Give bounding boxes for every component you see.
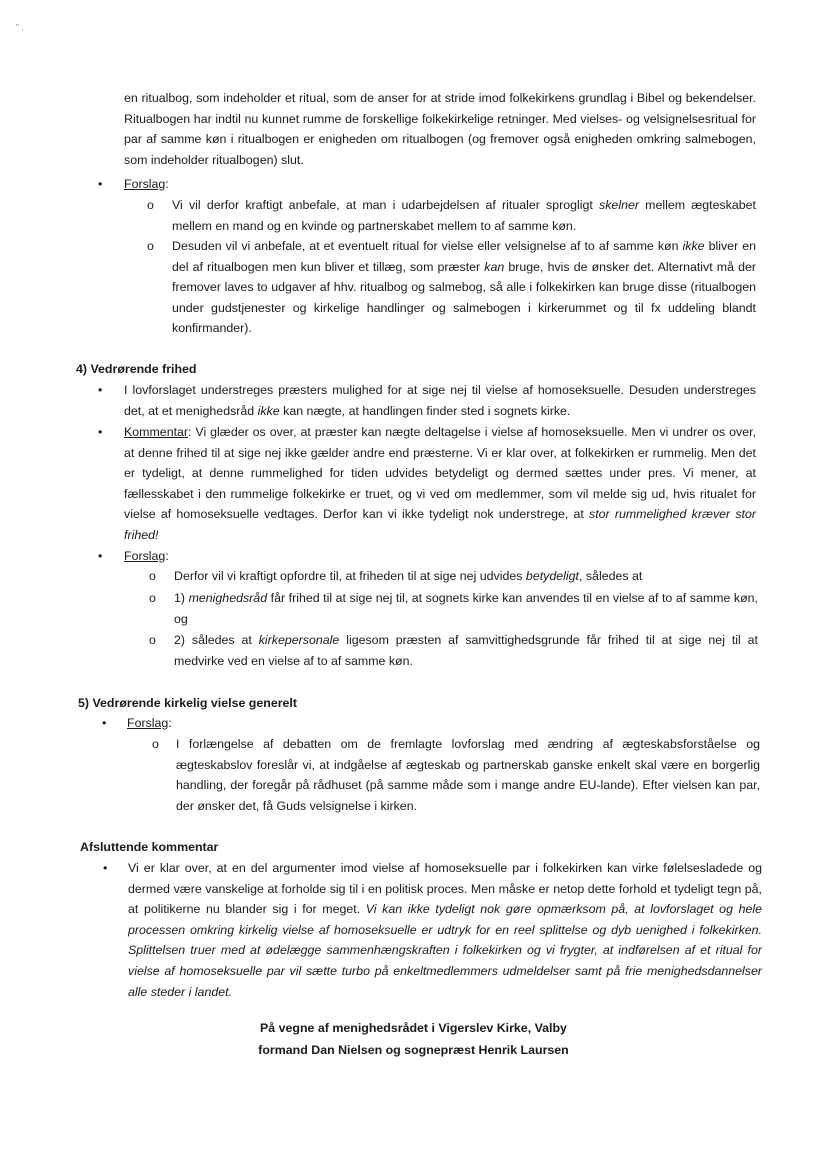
text: får frihed til at sige nej til, at sognets kirke kan anvendes til en vielse af to af samme køn, og xyxy=(174,591,758,626)
text: bliver en del af ritualbogen men kun bliver et tillæg, som præster xyxy=(172,239,756,274)
circle-bullet-icon: o xyxy=(152,737,159,751)
section3-item-1 xyxy=(172,195,756,236)
bullet-icon: • xyxy=(98,425,103,439)
text: kan nægte, at handlingen finder sted i sognets kirke. xyxy=(279,403,571,418)
section4-sub-3 xyxy=(174,630,758,671)
closing-paragraph xyxy=(128,858,762,1002)
text-italic: ikke xyxy=(257,403,280,418)
section4-sub-1 xyxy=(174,566,758,587)
circle-bullet-icon: o xyxy=(149,569,156,583)
colon: : xyxy=(168,716,172,730)
bullet-icon: • xyxy=(98,383,103,397)
text: Derfor vil vi kraftigt opfordre til, at friheden til at sige nej udvides xyxy=(174,569,526,583)
text: : Vi glæder os over, at præster kan nægte deltagelse i vielse af homoseksuelle. Men vi undrer os over, at denne frihed til at sige nej ikke gælder andre end præsterne. Vi er klar over, at folkekirken er rummelig. Men det er tydeligt, at denne rummelighed for tiden udvides betydeligt og dermed sættes under pres. Vi mener, at fællesskabet i den rummelige folkekirke er truet, og vi ved om medlemmer, som vil melde sig ud, hvis ritualet for vielse af homoseksuelle vedtages. Derfor kan vi ikke tydeligt nok understrege, at xyxy=(124,425,756,522)
bullet-icon: • xyxy=(98,177,103,191)
section4-heading: 4) Vedrørende frihed xyxy=(76,362,197,376)
bullet-icon: • xyxy=(102,716,107,730)
signature-line-2: formand Dan Nielsen og sognepræst Henrik Laursen xyxy=(258,1043,569,1057)
section5-forslag xyxy=(127,713,759,734)
text: 2) således at xyxy=(174,633,259,647)
forslag-label: Forslag xyxy=(124,549,166,563)
text: , således at xyxy=(578,569,643,583)
circle-bullet-icon: o xyxy=(147,198,154,212)
section4-forslag xyxy=(124,546,756,567)
section5-sub-1 xyxy=(176,734,760,816)
text: bruge, hvis de ønsker det. Alternativt må der fremover laves to udgaver af hhv. ritualbog og salmebog, så alle i folkekirken kan bruge disse (ritualbogen under gudstjenester og kirkelige handlinger og salmebogen i kirkerummet og til fx uddeling blandt konfirmander). xyxy=(172,259,756,336)
forslag-label: Forslag xyxy=(124,177,166,191)
circle-bullet-icon: o xyxy=(149,633,156,647)
colon: : xyxy=(165,549,169,563)
colon: : xyxy=(165,177,169,191)
text: I lovforslaget understreges præsters mulighed for at sige nej til vielse af homoseksuelle. Desuden understreges det, at et menighedsråd xyxy=(124,383,756,418)
signature-line-1: På vegne af menighedsrådet i Vigerslev Kirke, Valby xyxy=(260,1021,567,1035)
closing-heading: Afsluttende kommentar xyxy=(80,840,219,854)
text: ligesom præsten af samvittighedsgrunde får frihed til at sige nej til at medvirke ved en vielse af to af samme køn. xyxy=(174,633,758,668)
scan-artifact: " , xyxy=(16,23,24,32)
text-italic: kirkepersonale xyxy=(258,633,340,647)
text: Vi er klar over, at en del argumenter imod vielse af homoseksuelle par i folkekirken kan virke følelsesladede og dermed være vanskelige at forholde sig til i en politisk proces. Men måske er netop dette forhold et tydeligt tegn på, at politikerne nu blander sig i for meget. xyxy=(128,861,762,917)
bullet-icon: • xyxy=(103,861,108,875)
circle-bullet-icon: o xyxy=(147,239,154,253)
section3-item-2 xyxy=(172,236,756,339)
text: 1) xyxy=(174,591,189,605)
intro-paragraph xyxy=(124,88,756,170)
bullet-icon: • xyxy=(98,549,103,563)
section4-sub-2 xyxy=(174,588,758,629)
text: mellem ægteskabet mellem en mand og en kvinde og partnerskabet mellem to af samme køn. xyxy=(172,198,756,233)
forslag-label: Forslag xyxy=(127,716,169,730)
section5-heading: 5) Vedrørende kirkelig vielse generelt xyxy=(78,696,298,710)
section4-paragraph-1 xyxy=(124,380,756,421)
section3-forslag xyxy=(124,174,756,195)
text: Vi vil derfor kraftigt anbefale, at man i udarbejdelsen af ritualer sprogligt xyxy=(172,198,600,212)
text-italic: betydeligt xyxy=(525,569,579,583)
text-italic: menighedsråd xyxy=(188,591,268,605)
text-italic: kan xyxy=(484,259,505,274)
kommentar-label: Kommentar xyxy=(124,425,189,439)
text-italic: stor rummelighed kræver stor frihed! xyxy=(124,507,757,542)
text: I forlængelse af debatten om de fremlagte lovforslag med ændring af ægteskabsforståelse og ægteskabslov foreslår vi, at indgåelse af ægteskab og partnerskab ganske enkelt skal være en borgerlig handling, der foregår på rådhuset (på samme måde som i mange andre EU-lande). Efter vielsen kan par, der ønsker det, få Guds velsignelse i kirken. xyxy=(176,737,760,813)
text-italic: skelner xyxy=(599,198,639,212)
section4-kommentar xyxy=(124,422,756,546)
intro-text: en ritualbog, som indeholder et ritual, som de anser for at stride imod folkekirkens grundlag i Bibel og bekendelser. Ritualbogen har indtil nu kunnet rumme de forskellige folkekirkelige retninger. Med vielses- og velsignelsesritual for par af samme køn i ritualbogen er enigheden om ritualbogen (og fremover også enigheden omkring salmebogen, som indeholder ritualbogen) slut. xyxy=(124,91,756,167)
text-italic: Vi kan ikke tydeligt nok gøre opmærksom på, at lovforslaget og hele processen omkring kirkelig vielse af homoseksuelle er udtryk for en reel splittelse og dyb uenighed i folkekirken. Splittelsen truer med at ødelægge sammenhængskraften i folkekirken og vi frygter, at indførelsen af et ritual for vielse af homoseksuelle par vil sætte turbo på enkeltmedlemmers udmeldelser samt på frie menighedsdannelser alle steder i landet. xyxy=(128,902,762,999)
text: Desuden vil vi anbefale, at et eventuelt ritual for vielse eller velsignelse af to af samme køn xyxy=(172,239,683,253)
circle-bullet-icon: o xyxy=(149,591,156,605)
text-italic: ikke xyxy=(682,239,705,253)
